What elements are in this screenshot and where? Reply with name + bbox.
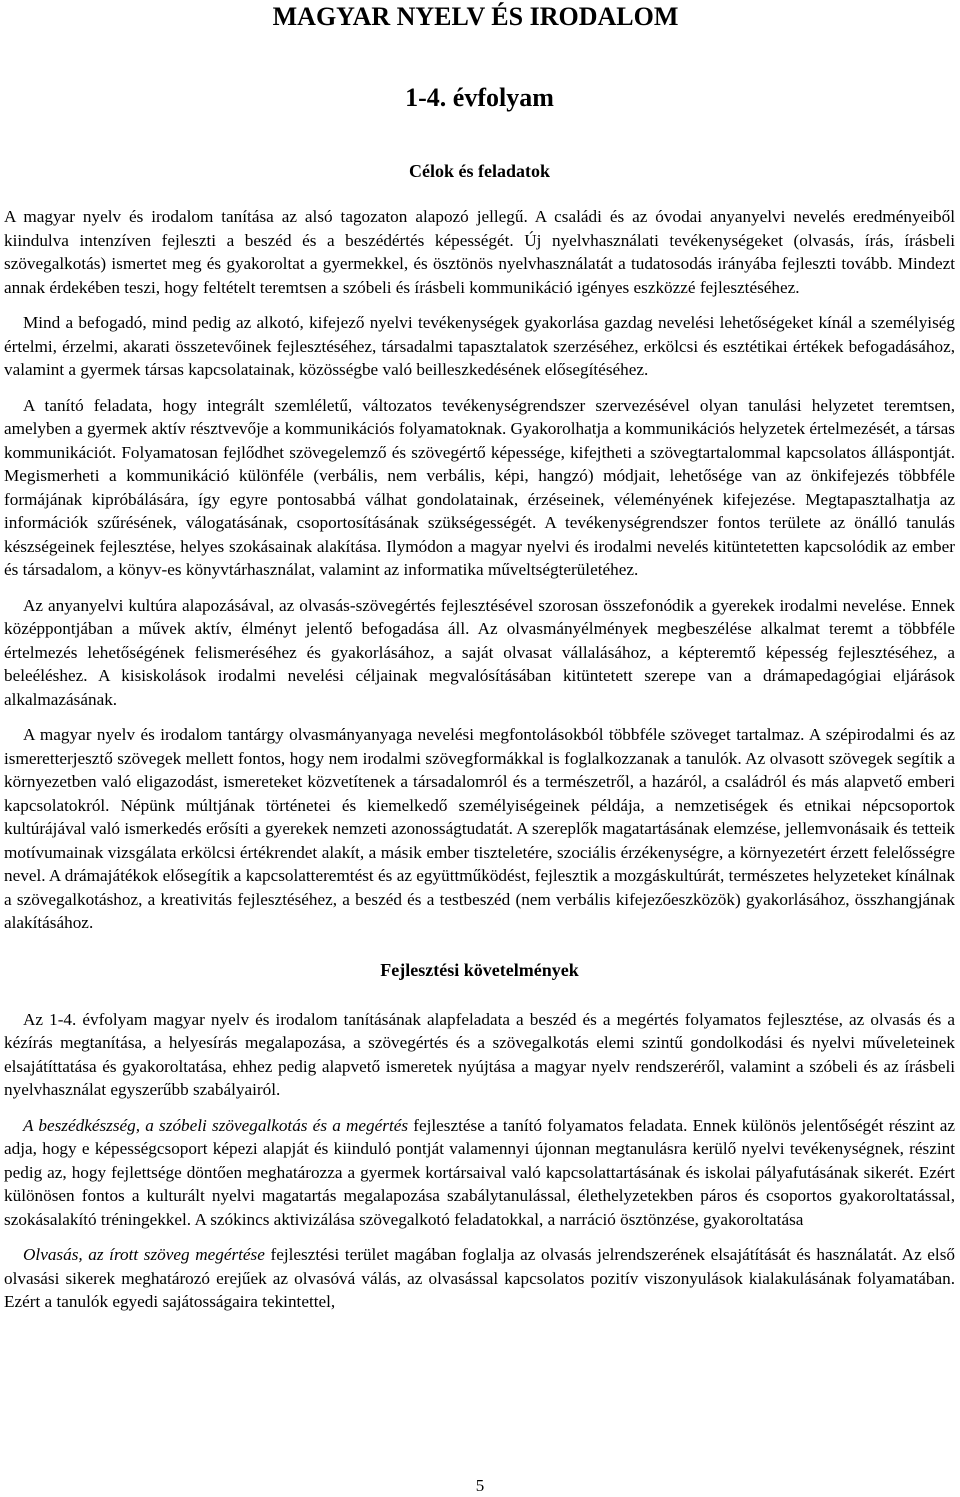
paragraph-requirements-2-text: fejlesztése a tanító folyamatos feladata. Ennek különös jelentőségét részint az adja, hogy e képességcsoport képezi alapját és kiinduló pontját valamennyi újonnan megtanulásra kerülő nyelvi tevékenységnek, részint pedig az, hogy fejlettsége döntően meghatározza a gyermek kortársaival való kapcsolattartásának és iskolai pályafutásának sikerét. Ezért különösen fontos a kulturált nyelvi magatartás megalapozása szabálytanulással, élethelyzetekben páros és csoportos gyakoroltatással, szokásalakító tréningekkel. A szókincs aktivizálása szövegalkotó feladatokkal, a narráció ösztönzése, gyakoroltatása bbox=[4, 1115, 955, 1229]
document-page bbox=[4, 0, 955, 1314]
paragraph-goals-5: A magyar nyelv és irodalom tantárgy olvasmányanyaga nevelési megfontolásokból többféle szöveget tartalmaz. A szépirodalmi és az ismeretterjesztő szövegek mellett fontos, hogy nem irodalmi szövegformákkal is foglalkozzanak a tanulók. Az olvasott szövegek segítik a környezetben való eligazodást, ismereteket közvetítenek a társadalomról és a természetről, a hazáról, a családról és más alapvető emberi kapcsolatokról. Népünk múltjának történetei és kiemelkedő személyiségeinek példája, a nemzetiségek és etnikai népcsoportok kultúrájával való ismerkedés erősíti a gyerekek nemzeti azonosságtudatát. A szereplők magatartásának elemzése, jellemvonásaik és tetteik motívumainak vizsgálata erkölcsi értékrendet alakít, a másik ember tiszteletére, szociális érzékenységre, a környezetért érzett felelősségre nevel. A drámajátékok elősegítik a kapcsolatteremtést és az együttműködést, fejlesztik a mozgáskultúrát, természetes helyzeteket kínálnak a szövegalkotáshoz, a kreativitás fejlesztéséhez, a beszéd és a testbeszéd (nem verbális kifejezőeszközök) gyakorlásához, összhangjának alakításához. bbox=[4, 725, 955, 932]
paragraph-requirements-3-text: fejlesztési terület magában foglalja az olvasás jelrendszerének elsajátítását és használatát. Az első olvasási sikerek meghatározó erejűek az olvasóvá válás, az olvasással kapcsolatos pozitív viszonyulások kialakulásának folyamatában. Ezért a tanulók egyedi sajátosságaira tekintettel, bbox=[4, 1245, 955, 1311]
paragraph-requirements-3 bbox=[4, 1243, 955, 1314]
grade-heading: 1-4. évfolyam bbox=[405, 83, 554, 112]
paragraph-goals-4: Az anyanyelvi kultúra alapozásával, az olvasás-szövegértés fejlesztésével szorosan összefonódik a gyerekek irodalmi nevelése. Ennek középpontjában a művek aktív, élményt jelentő befogadása áll. Az olvasmányélmények megbeszélése alkalmat teremt a többféle értelmezés lehetőségének felismeréséhez és gyakorlásához, a saját olvasat vállalásához, a képteremtő képesség fejlesztéséhez, a beleéléshez. A kisiskolások irodalmi nevelési céljainak megvalósításában kitüntetett szerepe van a drámapedagógiai eljárások alkalmazásának. bbox=[4, 595, 955, 709]
paragraph-requirements-2 bbox=[4, 1114, 955, 1232]
section-title-goals: Célok és feladatok bbox=[409, 161, 550, 181]
document-title: MAGYAR NYELV ÉS IRODALOM bbox=[272, 2, 679, 31]
italic-term-reading: Olvasás, az írott szöveg megértése bbox=[23, 1245, 265, 1264]
section-title-requirements: Fejlesztési követelmények bbox=[380, 959, 579, 980]
italic-term-speech: A beszédkészség, a szóbeli szövegalkotás és a megértés bbox=[23, 1115, 409, 1135]
paragraph-requirements-1: Az 1-4. évfolyam magyar nyelv és irodalom tanításának alapfeladata a beszéd és a megértés folyamatos fejlesztése, az olvasás és a kézírás megtanítása, a helyesírás megalapozása, a szövegértés és a szövegalkotás elemi szintű gondolkodási és nyelvi műveleteinek elsajátíttatása és gyakoroltatása, ehhez pedig alapvető ismeretek nyújtása a magyar nyelv rendszeréről, valamint a szóbeli és az írásbeli nyelvhasználat egyszerűbb szabályairól. bbox=[4, 1009, 955, 1099]
paragraph-goals-3: A tanító feladata, hogy integrált szemléletű, változatos tevékenységrendszer szervezésével olyan tanulási helyzetet teremtsen, amelyben a gyermek aktív résztvevője a kommunikációs folyamatoknak. Gyakorolhatja a kommunikációs helyzetek értelmezését, a társas kommunikációt. Folyamatosan fejlődhet szövegelemző és szövegértő képessége, kifejtheti a szövegtartalommal kapcsolatos álláspontját. Megismerheti a kommunikáció különféle (verbális, nem verbális, képi, hangzó) módjait, lehetősége van az önkifejezés többféle formájának kipróbálására, így egyre pontosabbá válhat gondolatainak, érzéseinek, véleményének kifejezése. Megtapasztalhatja az információk szűrésének, válogatásának, csoportosításának szükségességét. A tevékenységrendszer fontos területe az önálló tanulás készségeinek fejlesztése, helyes szokásainak alakítása. Ilymódon a magyar nyelvi és irodalmi nevelés kitüntetetten kapcsolódik az ember és társadalom, a könyv-es könyvtárhasználat, valamint az informatika műveltségterületéhez. bbox=[4, 395, 955, 579]
paragraph-goals-1: A magyar nyelv és irodalom tanítása az alsó tagozaton alapozó jellegű. A családi és az óvodai anyanyelvi nevelés eredményeiből kiindulva intenzíven fejleszti a beszéd és a beszédértés képességét. Új nyelvhasználati tevékenységeket (olvasás, írás, írásbeli szövegalkotás) ismertet meg és gyakoroltat a gyermekkel, és ösztönös nyelvhasználatát a tudatosodás irányába fejleszti tovább. Mindezt annak érdekében teszi, hogy feltételt teremtsen a szóbeli és írásbeli kommunikáció igényes eszközzé fejlesztéséhez. bbox=[4, 207, 955, 297]
page-number: 5 bbox=[475, 1476, 485, 1495]
paragraph-goals-2: Mind a befogadó, mind pedig az alkotó, kifejező nyelvi tevékenységek gyakorlása gazdag nevelési lehetőségeket kínál a személyiség értelmi, érzelmi, akarati összetevőinek fejlesztéséhez, társadalmi tapasztalatok szerzéséhez, erkölcsi és esztétikai értékek befogadásához, valamint a gyermek társas kapcsolatainak, közösségbe való beilleszkedésének elősegítéséhez. bbox=[4, 313, 955, 379]
